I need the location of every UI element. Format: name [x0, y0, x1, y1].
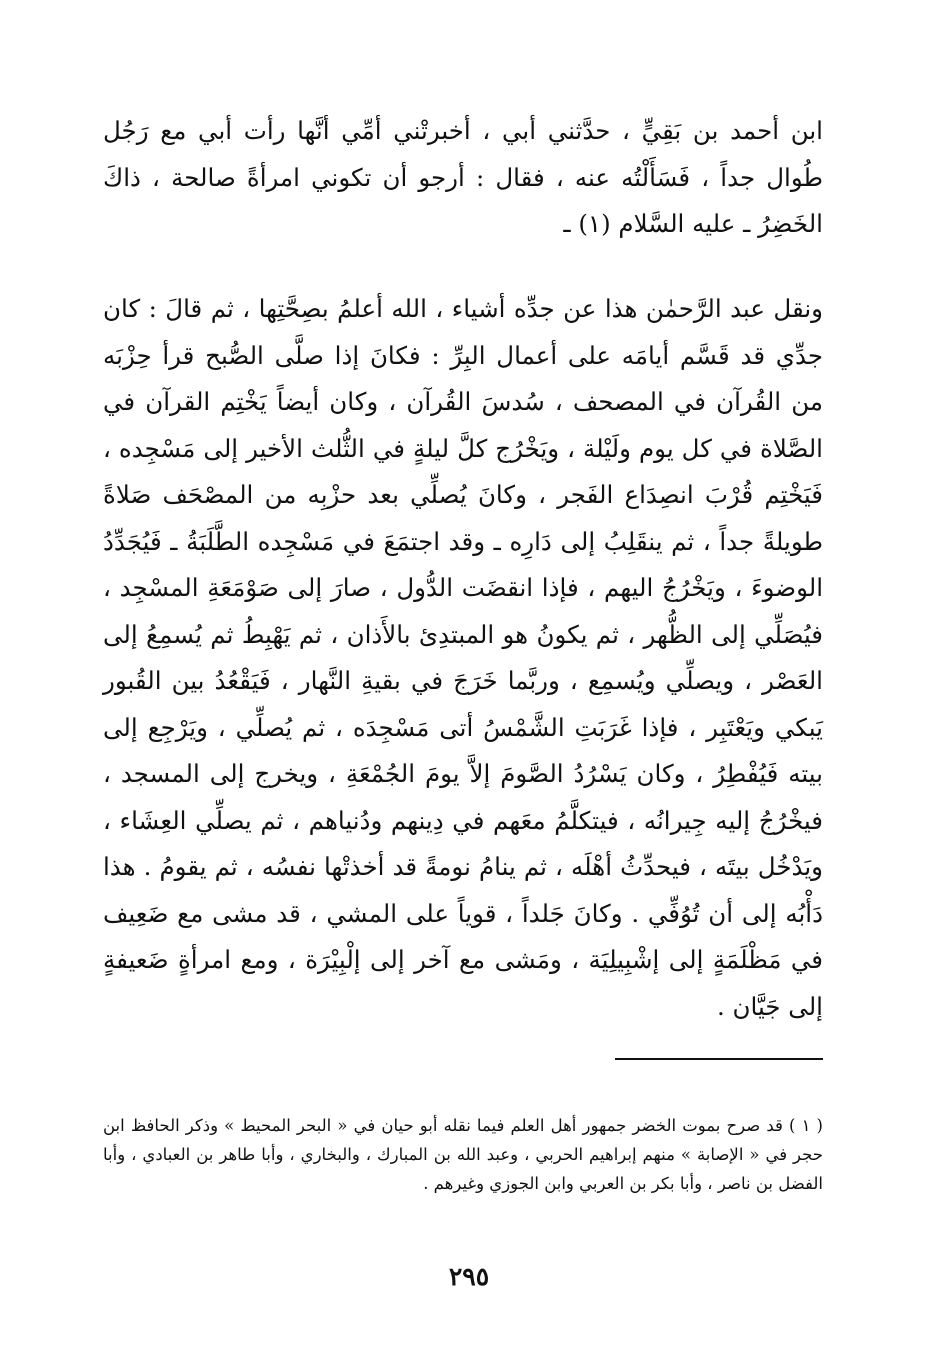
paragraph-2: ونقل عبد الرَّحمٰن هذا عن جدِّه أشياء ، الله أعلمُ بصِحَّتِها ، ثم قالَ : كان جدِّي قد قَسَّم أيامَه على أعمال البِرِّ : فكانَ إذا صلَّى الصُّبح قرأ حِزْبَه من القُرآن في المصحف ، سُدسَ القُرآن ، وكان أيضاً يَخْتِم القرآن في الصَّلاة في كل يوم ولَيْلة ، ويَخْرُج كلَّ ليلةٍ في الثُّلث الأخير إلى مَسْجِده ، فَيَخْتِم قُرْبَ انصِدَاع الفَجر ، وكانَ يُصلِّي بعد حزْبِه من المصْحَف صَلاةً طويلةً جداً ، ثم ينقَلِبُ إلى دَارِه ـ وقد اجتمَعَ في مَسْجِده الطَّلَبَةُ ـ فَيُجَدِّدُ الوضوءَ ، ويَخْرُجُ اليهم ، فإذا انقضَت الدُّول ، صارَ إلى صَوْمَعَةِ المسْجِد ، فيُصَلِّي إلى الظُّهر ، ثم يكونُ هو المبتدِئ بالأَذان ، ثم يَهْبِطُ ثم يُسمِعُ إلى العَصْر ، ويصلِّي ويُسمِع ، وربَّما خَرَجَ في بقيةِ النَّهار ، فَيَقْعُدُ بين القُبور يَبكي ويَعْتَبِر ، فإذا غَرَبَتِ الشَّمْسُ أتى مَسْجِدَه ، ثم يُصلِّي ، ويَرْجِع إلى بيته فَيُفْطِرُ ، وكان يَسْرُدُ الصَّومَ إلاَّ يومَ الجُمْعَةِ ، ويخرج إلى المسجد ، فيخْرُجُ إليه جِيرانُه ، فيتكلَّمُ معَهم في دِينهم ودُنياهم ، ثم يصلِّي العِشَاء ، ويَدْخُل بيتَه ، فيحدِّثُ أهْلَه ، ثم ينامُ نومةً قد أخذتْها نفسُه ، ثم يقومُ . هذا دَأْبُه إلى أن تُوُفِّي . وكانَ جَلداً ، قوياً على المشي ، قد مشى مع ضَعِيف في مَظْلَمَةٍ إلى إشْبِيلِيَة ، ومَشى مع آخر إلى إلْبِيْرَة ، ومع امرأةٍ ضَعيفةٍ إلى جَيَّان .	[103, 294, 824, 1021]
footnote: ( ١ ) قد صرح بموت الخضر جمهور أهل العلم فيما نقله أبو حيان في « البحر المحيط » وذكر الحافظ ابن حجر في « الإصابة » منهم إبراهيم الحربي ، وعبد الله بن المبارك ، والبخاري ، وأبا طاهر بن العبادي ، وأبا الفضل بن ناصر ، وأبا بكر بن العربي وابن الجوزي وغيرهم .	[103, 1115, 823, 1193]
footnote-separator	[615, 1058, 823, 1060]
paragraph-1: ابن أحمد بن بَقِيٍّ ، حدَّثني أبي ، أخبرتْني أمِّي أنَّها رأت أبي مع رَجُل طُوال جداً ، فَسَأَلْتُه عنه ، فقال : أرجو أن تكوني امرأةً صالحة ، ذاكَ الخَضِرُ ـ عليه السَّلام (١) ـ	[103, 116, 823, 238]
page-number: ٢٩٥	[448, 1262, 490, 1291]
